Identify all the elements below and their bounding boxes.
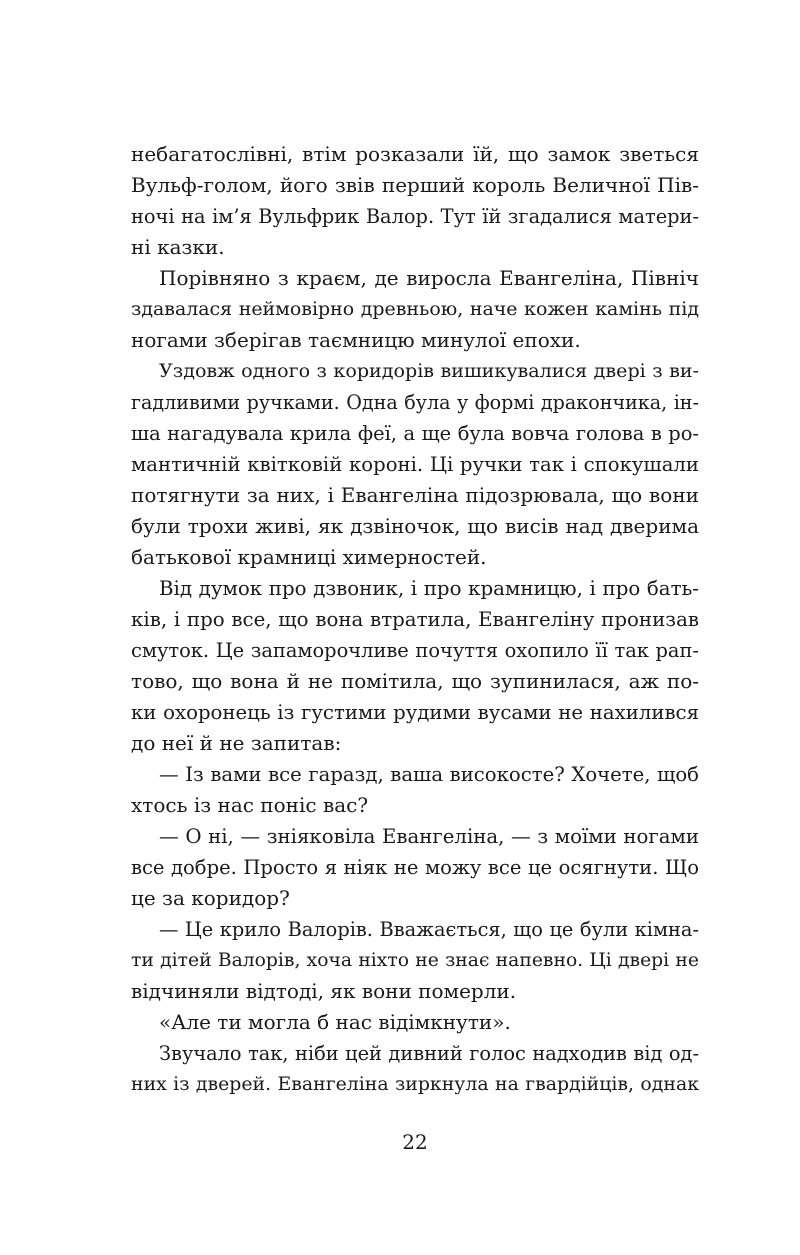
text-line: ки охоронець із густими рудими вусами не нахилився xyxy=(131,701,699,724)
text-line: потягнути за них, і Евангеліна підозрювала, що вони xyxy=(131,483,699,507)
text-line: — Це крило Валорів. Вважається, що це були кімна- xyxy=(159,918,699,941)
text-line: це за коридор? xyxy=(131,886,290,910)
text-line: гадливими ручками. Одна була у формі дракончика, ін- xyxy=(131,391,699,414)
text-line: «Але ти могла б нас відімкнути». xyxy=(159,1010,511,1034)
text-line: небагатослівні, втім розказали їй, що замок зветься xyxy=(131,142,699,166)
text-line: мантичній квітковій короні. Ці ручки так і спокушали xyxy=(131,453,699,476)
text-line: — О ні, — зніяковіла Евангеліна, — з моїми ногами xyxy=(159,825,699,848)
text-line: ша нагадувала крила феї, а ще була вовча голова в ро- xyxy=(131,422,699,445)
text-line: Уздовж одного з коридорів вишикувалися двері з ви- xyxy=(159,360,699,382)
text-line: здавалася неймовірно древньою, наче кожен камінь під xyxy=(131,298,699,320)
text-line: Порівняно з краєм, де виросла Евангеліна, Північ xyxy=(159,266,699,290)
page-number: 22 xyxy=(402,1130,428,1154)
text-line: були трохи живі, як дзвіночок, що висів над дверима xyxy=(131,514,699,538)
text-line: ків, і про все, що вона втратила, Евангеліну пронизав xyxy=(131,608,699,631)
text-line: них із дверей. Евангеліна зиркнула на гвардійців, однак xyxy=(131,1073,699,1095)
text-line: до неї й не запитав: xyxy=(131,731,342,755)
body-text xyxy=(131,139,699,1100)
text-line: Від думок про дзвоник, і про крамницю, і про бать- xyxy=(159,577,699,600)
text-line: ночі на ім’я Вульфрик Валор. Тут їй згадалися матери- xyxy=(131,205,699,228)
text-line: — Із вами все гаразд, ваша високосте? Хочете, щоб xyxy=(159,763,699,786)
text-line: хтось із нас поніс вас? xyxy=(131,793,369,817)
text-line: відчиняли відтоді, як вони померли. xyxy=(131,979,517,1003)
text-line: ногами зберігав таємницю минулої епохи. xyxy=(131,328,581,352)
text-line: тово, що вона й не помітила, що зупинилася, аж по- xyxy=(131,669,699,693)
text-line: смуток. Це запаморочливе почуття охопило її так рап- xyxy=(131,639,699,662)
text-line: батькової крамниці химерностей. xyxy=(131,545,487,569)
text-line: все добре. Просто я ніяк не можу все це осягнути. Що xyxy=(131,856,699,879)
text-line: Звучало так, ніби цей дивний голос надходив від од- xyxy=(159,1042,699,1065)
text-line: ні казки. xyxy=(131,235,225,259)
text-line: Вульф-голом, його звів перший король Величної Пів- xyxy=(131,173,699,197)
text-line: ти дітей Валорів, хоча ніхто не знає напевно. Ці двері не xyxy=(131,950,699,971)
